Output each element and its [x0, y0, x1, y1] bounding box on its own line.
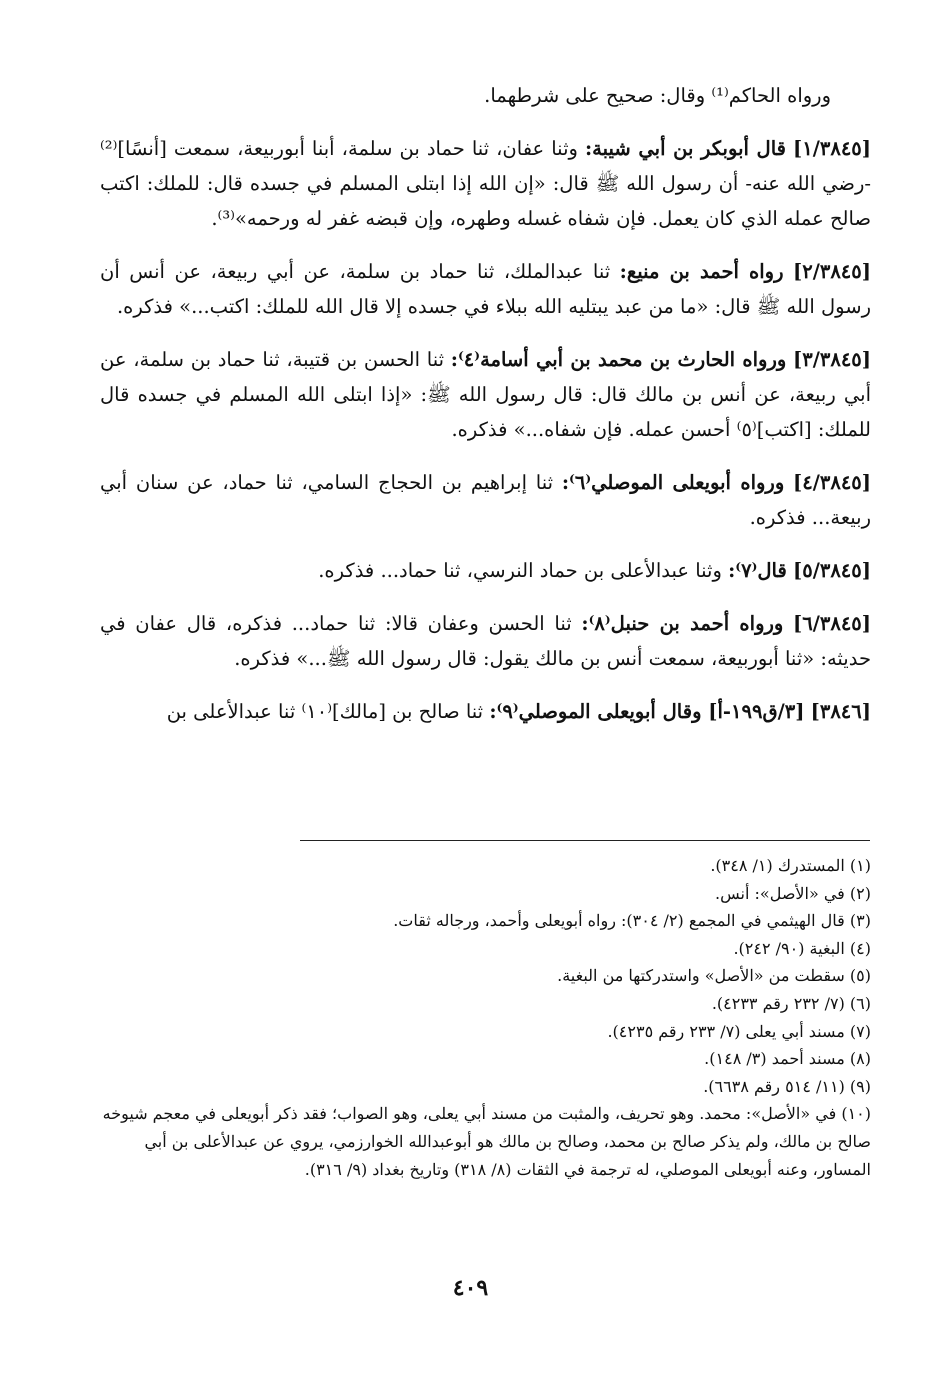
- hadith-heading: رواه أحمد بن منيع:: [619, 260, 784, 283]
- hadith-paragraph: [100, 465, 871, 535]
- hadith-number: [٥/٣٨٤٥]: [793, 559, 871, 582]
- hadith-paragraph: [100, 342, 871, 447]
- hadith-body: ثنا عبدالملك، ثنا حماد بن سلمة، عن أبي ربيعة، عن أنس أن رسول الله ﷺ قال: «ما من عبد يبتليه الله ببلاء في جسده إلا قال الله للملك: اكتب...» فذكره.: [100, 260, 871, 318]
- hadith-number: [٤/٣٨٤٥]: [793, 471, 872, 494]
- hadith-body: وثنا عبدالأعلى بن حماد النرسي، ثنا حماد... فذكره.: [318, 559, 722, 582]
- page-number: ٤٠٩: [452, 1275, 489, 1301]
- footnote-divider: [300, 840, 870, 841]
- footnote: (٣) قال الهيثمي في المجمع (٢/ ٣٠٤): رواه أبويعلى وأحمد، ورجاله ثقات.: [393, 911, 871, 931]
- hadith-number: [٦/٣٨٤٥]: [793, 612, 872, 635]
- main-text: [100, 78, 871, 747]
- hadith-body: ثنا الحسن وعفان قالا: ثنا حماد... فذكره، قال عفان في حديثه: «ثنا أبوربيعة، سمعت أنس بن مالك يقول: قال رسول الله ﷺ...» فذكره.: [100, 612, 871, 670]
- footnote: (٤) البغية (٩٠/ ٢٤٢).: [733, 938, 871, 958]
- footnote: (١) المستدرك (١/ ٣٤٨).: [710, 856, 871, 875]
- hadith-number: [٣/٣٨٤٥]: [793, 348, 872, 371]
- hadith-paragraph: [100, 553, 871, 588]
- hadith-number: [٢/٣٨٤٥]: [793, 260, 871, 283]
- footnote: (٦) (٧/ ٢٣٢ رقم ٤٢٣٣).: [711, 993, 871, 1013]
- hadith-body: ثنا إبراهيم بن الحجاج السامي، ثنا حماد، عن سنان أبي ربيعة... فذكره.: [100, 471, 871, 529]
- hadith-paragraph: [100, 606, 871, 676]
- footnote: (٨) مسند أحمد (٣/ ١٤٨).: [704, 1049, 871, 1069]
- hadith-heading: قال أبوبكر بن أبي شيبة:: [584, 137, 786, 160]
- hadith-heading: [٣/ق١٩٩-أ] وقال أبويعلى الموصلي⁽٩⁾:: [489, 700, 805, 723]
- footnotes: [100, 852, 871, 1183]
- footnote: (١٠) في «الأصل»: محمد. وهو تحريف، والمثبت من مسند أبي يعلى، وهو الصواب؛ فقد ذكر أبويعلى في معجم شيوخه صالح بن مالك، ولم يذكر صالح بن محمد، وصالح بن مالك هو أبوعبدالله الخوارزمي، يروي عن عبدالأعلى بن أبي المساور، وعنه أبويعلى الموصلي، له ترجمة في الثقات (٨/ ٣١٨) وتاريخ بغداد (٩/ ٣١٦).: [102, 1104, 871, 1179]
- hadith-heading: ورواه أحمد بن حنبل⁽٨⁾:: [581, 612, 784, 635]
- hadith-paragraph: [100, 694, 871, 729]
- hadith-paragraph: [100, 254, 871, 324]
- footnote: (٩) (١١/ ٥١٤ رقم ٦٦٣٨).: [703, 1076, 871, 1096]
- intro-line: ورواه الحاكم⁽¹⁾ وقال: صحيح على شرطهما.: [484, 84, 831, 107]
- hadith-body: وثنا عفان، ثنا حماد بن سلمة، أبنا أبوربيعة، سمعت [أنسًا]⁽²⁾ -رضي الله عنه- أن رسول الله ﷺ قال: «إن الله إذا ابتلى المسلم في جسده قال: للملك: اكتب صالح عمله الذي كان يعمل. فإن شفاه غسله وطهره، وإن قبضه غفر له ورحمه»⁽³⁾.: [100, 137, 871, 230]
- hadith-number: [١/٣٨٤٥]: [793, 137, 872, 160]
- hadith-paragraph: [100, 131, 871, 236]
- hadith-body: ثنا صالح بن [مالك]⁽١٠⁾ ثنا عبدالأعلى بن: [166, 700, 484, 723]
- hadith-body: ثنا الحسن بن قتيبة، ثنا حماد بن سلمة، عن أبي ربيعة، عن أنس بن مالك قال: قال رسول الله ﷺ: «إذا ابتلى الله المسلم في جسده قال للملك: [اكتب]⁽٥⁾ أحسن عمله. فإن شفاه...» فذكره.: [100, 348, 871, 441]
- footnote: (٧) مسند أبي يعلى (٧/ ٢٣٣ رقم ٤٢٣٥).: [607, 1021, 871, 1041]
- footnote: (٥) سقطت من «الأصل» واستدركتها من البغية.: [557, 966, 871, 986]
- hadith-heading: قال⁽٧⁾:: [728, 559, 787, 582]
- hadith-number: [٣٨٤٦]: [810, 700, 871, 723]
- footnote: (٢) في «الأصل»: أنس.: [715, 883, 871, 903]
- hadith-heading: ورواه أبويعلى الموصلي⁽٦⁾:: [561, 471, 785, 494]
- hadith-heading: ورواه الحارث بن محمد بن أبي أسامة⁽٤⁾:: [450, 348, 787, 371]
